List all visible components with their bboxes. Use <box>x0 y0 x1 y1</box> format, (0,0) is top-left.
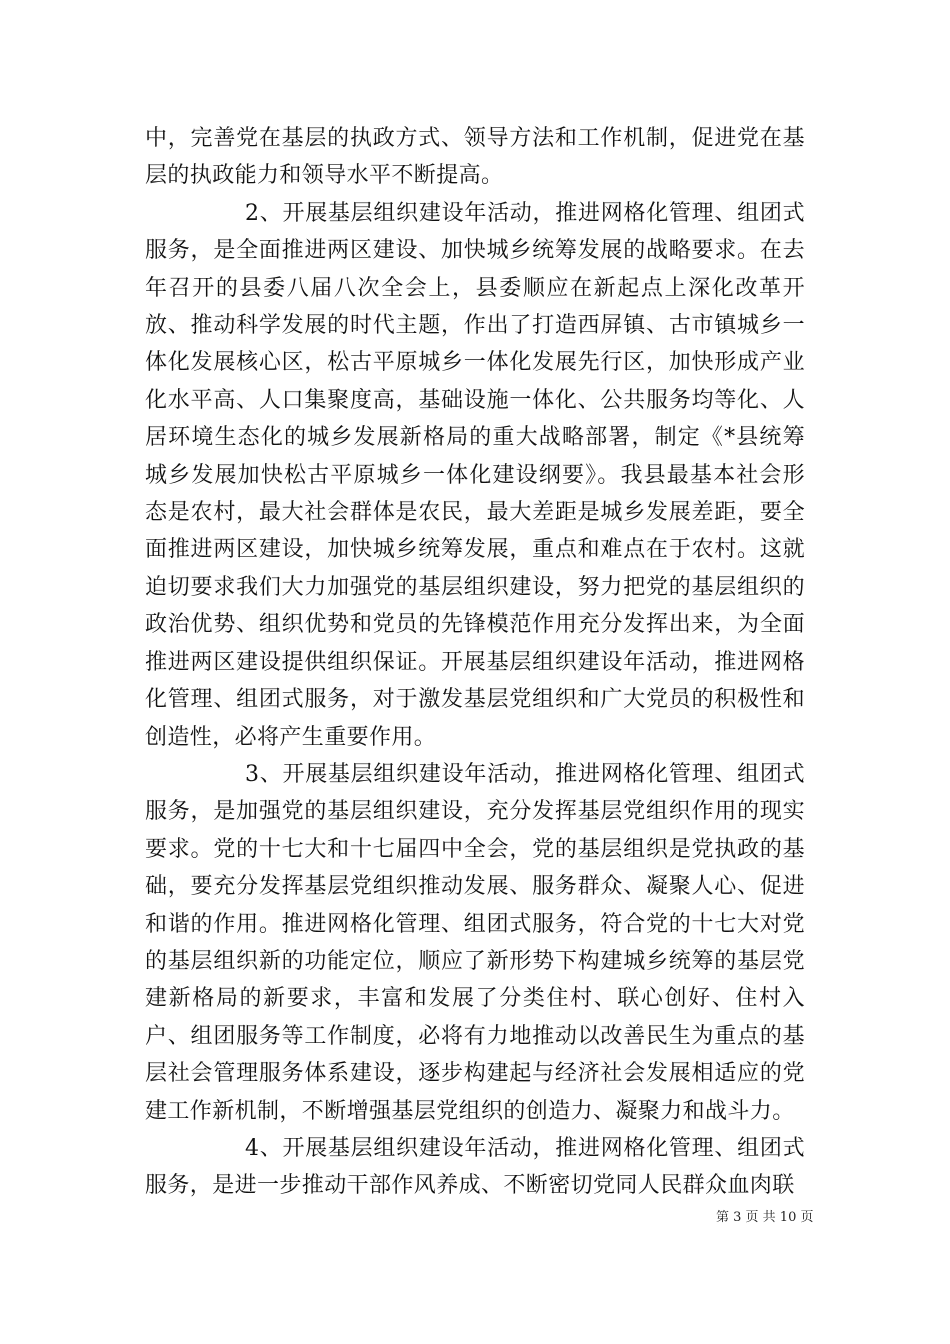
document-body <box>145 120 805 1205</box>
page-number: 第 3 页 共 10 页 <box>716 1210 814 1225</box>
paragraph: 3、开展基层组织建设年活动，推进网格化管理、组团式服务，是加强党的基层组织建设，充分发挥基层党组织作用的现实要求。党的十七大和十七届四中全会，党的基层组织是党执政的基础，要充分发挥基层党组织推动发展、服务群众、凝聚人心、促进和谐的作用。推进网格化管理、组团式服务，符合党的十七大对党的基层组织新的功能定位，顺应了新形势下构建城乡统筹的基层党建新格局的新要求，丰富和发展了分类住村、联心创好、住村入户、组团服务等工作制度，必将有力地推动以改善民生为重点的基层社会管理服务体系建设，逐步构建起与经济社会发展相适应的党建工作新机制，不断增强基层党组织的创造力、凝聚力和战斗力。 <box>145 761 805 1124</box>
paragraph: 2、开展基层组织建设年活动，推进网格化管理、组团式服务，是全面推进两区建设、加快城乡统筹发展的战略要求。在去年召开的县委八届八次全会上，县委顺应在新起点上深化改革开放、推动科学发展的时代主题，作出了打造西屏镇、古市镇城乡一体化发展核心区，松古平原城乡一体化发展先行区，加快形成产业化水平高、人口集聚度高，基础设施一体化、公共服务均等化、人居环境生态化的城乡发展新格局的重大战略部署，制定《*县统筹城乡发展加快松古平原城乡一体化建设纲要》。我县最基本社会形态是农村，最大社会群体是农民，最大差距是城乡发展差距，要全面推进两区建设，加快城乡统筹发展，重点和难点在于农村。这就迫切要求我们大力加强党的基层组织建设，努力把党的基层组织的政治优势、组织优势和党员的先锋模范作用充分发挥出来，为全面推进两区建设提供组织保证。开展基层组织建设年活动，推进网格化管理、组团式服务，对于激发基层党组织和广大党员的积极性和创造性，必将产生重要作用。 <box>145 200 805 750</box>
paragraph: 中，完善党在基层的执政方式、领导方法和工作机制，促进党在基层的执政能力和领导水平不断提高。 <box>145 126 805 189</box>
paragraph: 4、开展基层组织建设年活动，推进网格化管理、组团式服务，是进一步推动干部作风养成、不断密切党同人民群众血肉联 <box>145 1135 805 1199</box>
